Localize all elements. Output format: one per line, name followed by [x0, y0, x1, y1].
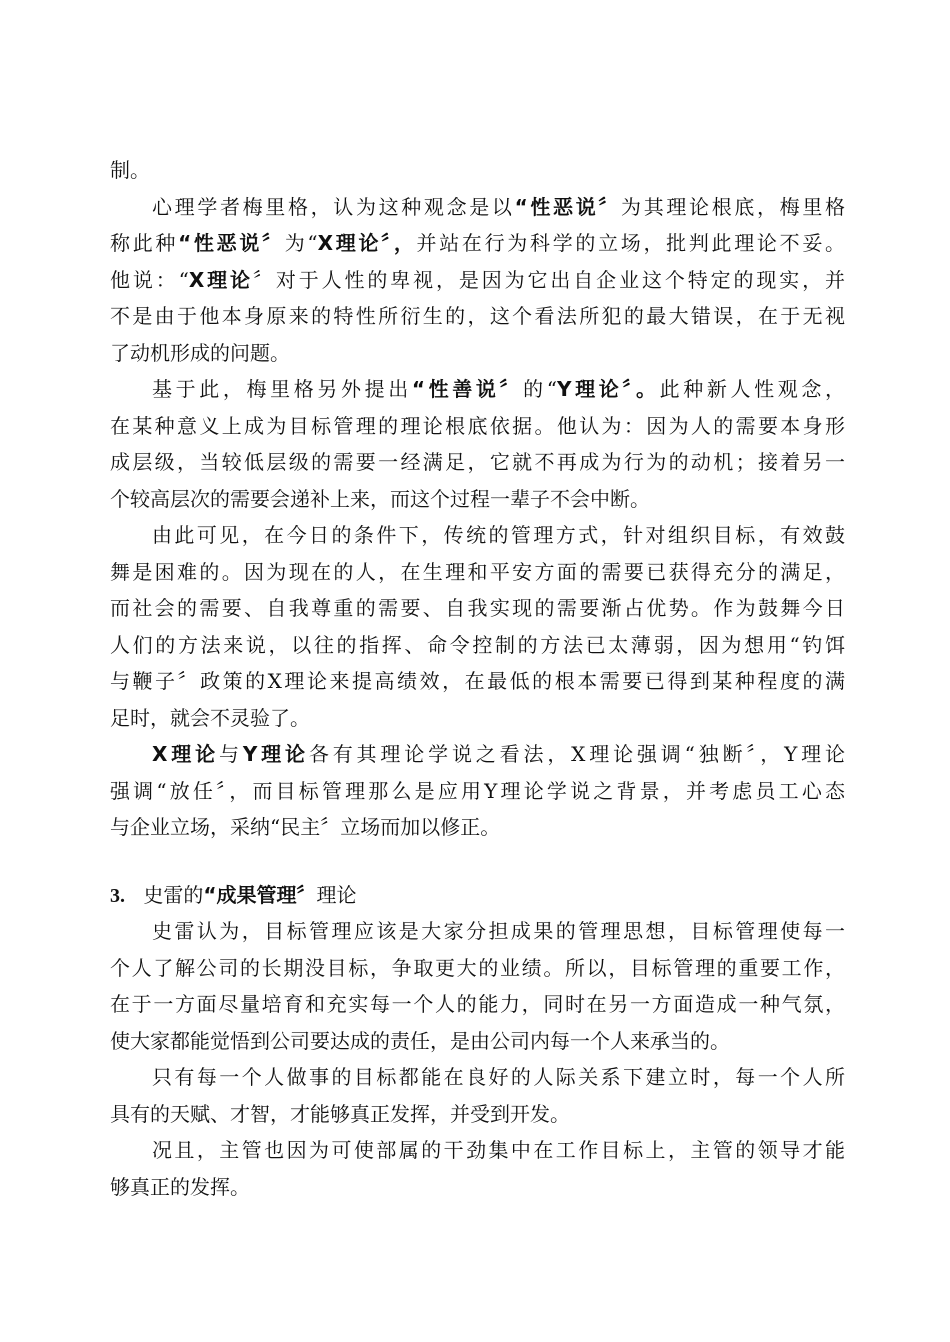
text-run: 心理学者梅里格，认为这种观念是以: [152, 194, 515, 219]
text-line: [110, 444, 845, 481]
section-title-bold: “成果管理〞: [203, 882, 317, 907]
text-run: 足时，就会不灵验了。: [110, 705, 310, 730]
text-line: [110, 371, 845, 408]
text-line: [110, 986, 845, 1023]
text-line: [110, 1023, 845, 1060]
section-title-post: 理论: [316, 882, 357, 907]
body-text: [110, 152, 845, 846]
text-run: 他说：“: [110, 267, 189, 292]
text-run: 基于此，梅里格另外提出: [152, 377, 412, 401]
text-line: [110, 554, 845, 591]
text-run: 史雷认为，目标管理应该是大家分担成果的管理思想，目标管理使每一: [152, 919, 845, 943]
paragraph: [110, 189, 845, 372]
text-run: 使大家都能觉悟到公司要达成的责任，是由公司内每一个人来承当的。: [110, 1028, 730, 1053]
text-line: [110, 189, 845, 226]
text-run: 称此种: [110, 231, 179, 255]
paragraph: [110, 517, 845, 736]
paragraph: [110, 1132, 845, 1205]
text-run: 此种新人性观念，: [659, 377, 845, 401]
text-run: 只有每一个人做事的目标都能在良好的人际关系下建立时，每一个人所: [152, 1065, 845, 1089]
section-gap: [110, 846, 845, 877]
text-run: 舞是困难的。因为现在的人，在生理和平安方面的需要已获得充分的满足，: [110, 559, 845, 584]
document-page: [110, 152, 845, 1205]
text-run: 由此可见，在今日的条件下，传统的管理方式，针对组织目标，有效鼓: [152, 523, 845, 547]
text-run: 具有的天赋、才智，才能够真正发挥，并受到开发。: [110, 1101, 570, 1126]
text-line: [110, 152, 845, 189]
paragraph: [110, 371, 845, 517]
text-run: 不是由于他本身原来的特性所衍生的，这个看法所犯的最大错误，在于无视: [110, 304, 845, 328]
text-run: 与企业立场，采纳“民主〞立场而加以修正。: [110, 815, 501, 839]
text-run: 为其理论根底，梅里格: [621, 194, 845, 219]
text-line: [110, 517, 845, 554]
text-line: [110, 298, 845, 335]
section-body-text: [110, 913, 845, 1205]
bold-text: Y理论: [242, 742, 309, 766]
bold-text: “性善说〞: [411, 377, 524, 401]
text-run: 并站在行为科学的立场，批判此理论不妥。: [416, 231, 846, 255]
bold-text: X理论: [188, 267, 253, 292]
text-line: [110, 913, 845, 950]
section-title-pre: 史雷的: [143, 882, 204, 907]
text-run: 强调“放任〞，而目标管理那么是应用Y理论学说之背景，并考虑员工心态: [110, 778, 845, 803]
text-line: [110, 773, 845, 810]
bold-text: “性恶说〞: [178, 231, 285, 255]
section-heading: [110, 877, 845, 914]
text-line: [110, 950, 845, 987]
text-line: [110, 700, 845, 737]
text-line: [110, 1132, 845, 1169]
text-line: [110, 262, 845, 299]
section-number: 3.: [110, 884, 125, 907]
paragraph: [110, 913, 845, 1059]
bold-text: “性恶说〞: [514, 194, 622, 219]
text-run: 个人了解公司的长期没目标，争取更大的业绩。所以，目标管理的重要工作，: [110, 955, 845, 980]
text-run: 了动机形成的问题。: [110, 340, 290, 365]
text-line: [110, 663, 845, 700]
text-run: 成层级，当较低层级的需要一经满足，它就不再成为行为的动机；接着另一: [110, 450, 845, 474]
text-run: 况且，主管也因为可使部属的干劲集中在工作目标上，主管的领导才能: [152, 1138, 845, 1162]
text-run: 制。: [110, 158, 150, 182]
text-line: [110, 1096, 845, 1133]
text-line: [110, 335, 845, 372]
text-line: [110, 1169, 845, 1206]
bold-text: X理论: [152, 742, 219, 766]
bold-text: X理论〞，: [317, 231, 417, 255]
text-run: 与鞭子〞政策的X理论来提高绩效，在最低的根本需要已得到某种程度的满: [110, 669, 845, 693]
bold-text: Y理论〞。: [557, 377, 660, 401]
text-run: 在于一方面尽量培育和充实每一个人的能力，同时在另一方面造成一种气氛，: [110, 992, 845, 1016]
paragraph: [110, 1059, 845, 1132]
text-run: 〞对于人性的卑视，是因为它出自企业这个特定的现实，并: [252, 267, 846, 292]
text-run: 在某种意义上成为目标管理的理论根底依据。他认为：因为人的需要本身形: [110, 413, 845, 438]
text-line: [110, 809, 845, 846]
text-run: 够真正的发挥。: [110, 1174, 250, 1199]
text-run: 各有其理论学说之看法，X理论强调“独断〞，Y理论: [308, 742, 846, 766]
paragraph: [110, 736, 845, 846]
text-run: 而社会的需要、自我尊重的需要、自我实现的需要渐占优势。作为鼓舞今日: [110, 596, 845, 620]
text-run: 人们的方法来说，以往的指挥、命令控制的方法已太薄弱，因为想用“钓饵: [110, 632, 845, 657]
text-line: [110, 736, 845, 773]
text-run: 个较高层次的需要会递补上来，而这个过程一辈子不会中断。: [110, 486, 650, 511]
text-line: [110, 481, 845, 518]
text-run: 与: [218, 742, 243, 766]
text-line: [110, 408, 845, 445]
text-line: [110, 225, 845, 262]
text-run: 为“: [284, 231, 318, 255]
text-line: [110, 1059, 845, 1096]
text-line: [110, 590, 845, 627]
text-run: 的“: [523, 377, 558, 401]
paragraph: [110, 152, 845, 189]
text-line: [110, 627, 845, 664]
